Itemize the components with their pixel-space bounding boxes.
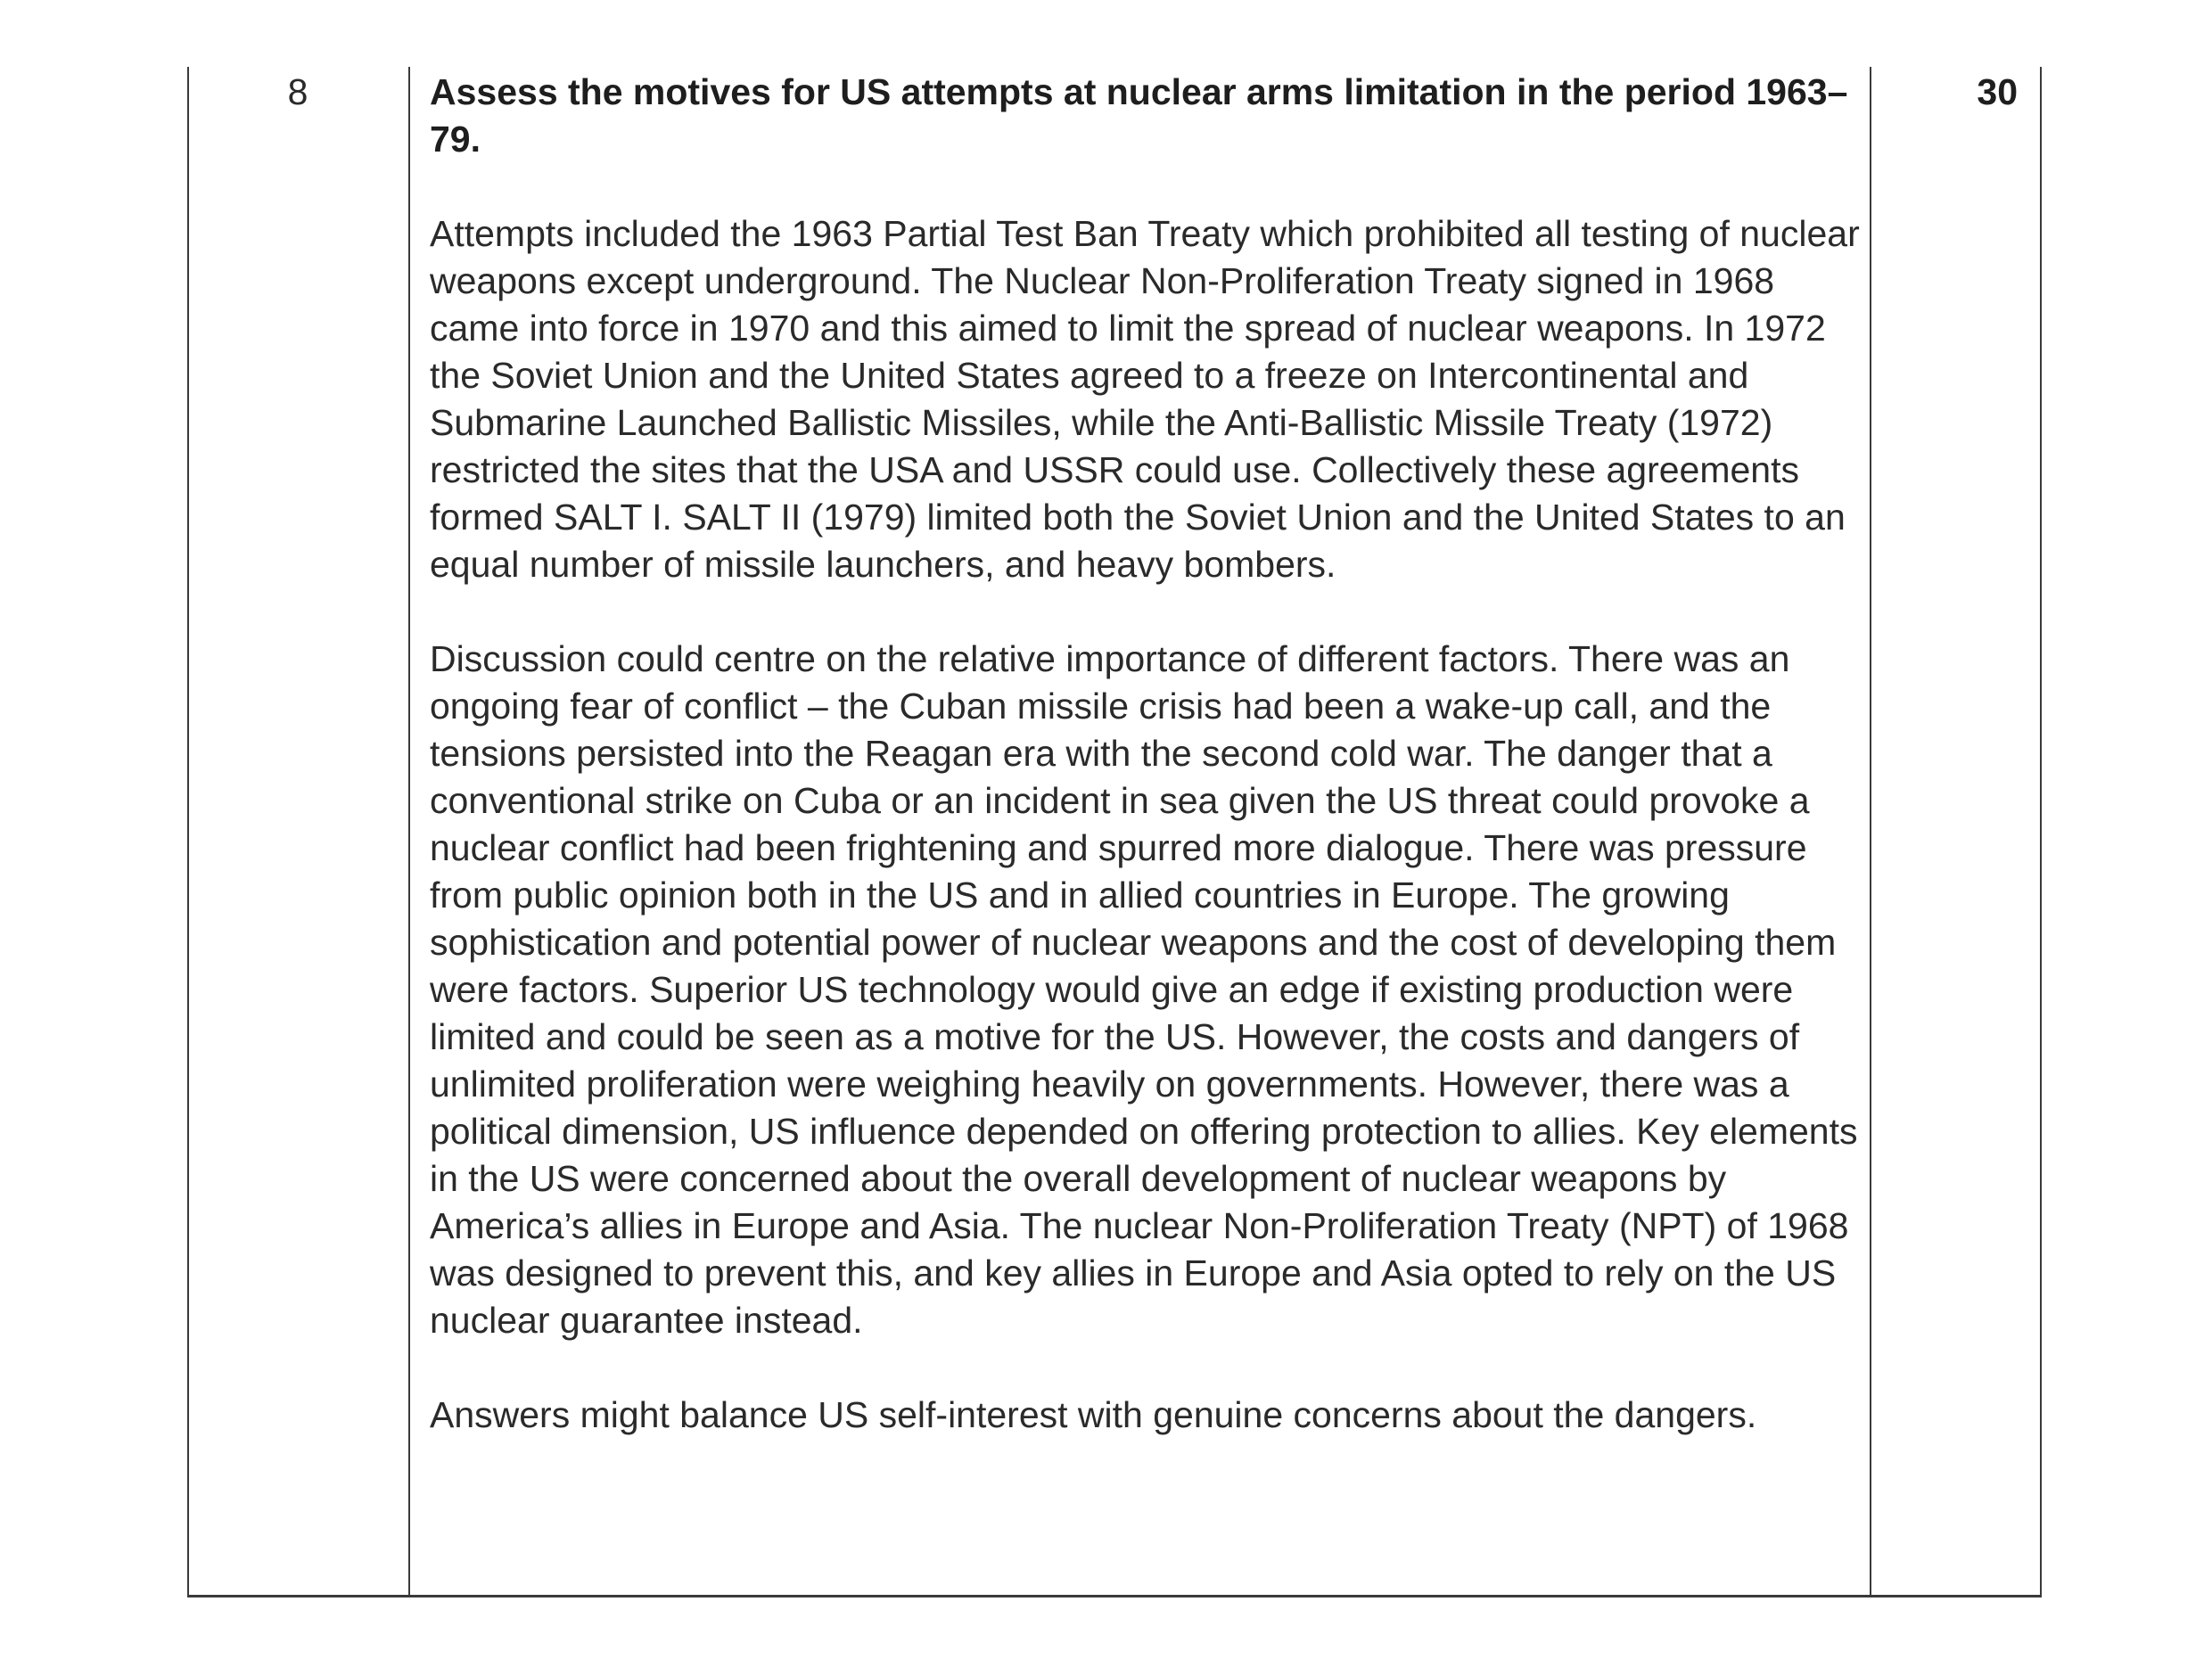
guidance-paragraph-2: Discussion could centre on the relative importance of different factors. There was an ongoing fear of conflict – the Cuban missile crisis had been a wake-up call, and the tensions persisted into the Reagan era with the second cold war. The danger that a conventional strike on Cuba or an incident in sea given the US threat could provoke a nuclear conflict had been frightening and spurred more dialogue. There was pressure from public opinion both in the US and in allied countries in Europe. The growing sophistication and potential power of nuclear weapons and the cost of developing them were factors. Superior US technology would give an edge if existing production were limited and could be seen as a motive for the US. However, the costs and dangers of unlimited proliferation were weighing heavily on governments. However, there was a political dimension, US influence depended on offering protection to allies. Key elements in the US were concerned about the overall development of nuclear weapons by America’s allies in Europe and Asia. The nuclear Non-Proliferation Treaty (NPT) of 1968 was designed to prevent this, and key allies in Europe and Asia opted to rely on the US nuclear guarantee instead. [430, 638, 1858, 1341]
table-border-left [187, 67, 189, 1597]
guidance-paragraph-3: Answers might balance US self-interest with genuine concerns about the dangers. [430, 1394, 1757, 1435]
table-border-right [2040, 67, 2042, 1597]
question-text: Assess the motives for US attempts at nuclear arms limitation in the period 1963–79. [430, 71, 1848, 160]
table-divider-number [408, 67, 410, 1597]
mark-scheme-table [187, 67, 2042, 1597]
marks-value: 30 [1977, 71, 2018, 112]
guidance-paragraph-1: Attempts included the 1963 Partial Test Ban Treaty which prohibited all testing of nuclear weapons except underground. The Nuclear Non-Proliferation Treaty signed in 1968 came into force in 1970 and this aimed to limit the spread of nuclear weapons. In 1972 the Soviet Union and the United States agreed to a freeze on Intercontinental and Submarine Launched Ballistic Missiles, while the Anti-Ballistic Missile Treaty (1972) restricted the sites that the USA and USSR could use. Collectively these agreements formed SALT I. SALT II (1979) limited both the Soviet Union and the United States to an equal number of missile launchers, and heavy bombers. [430, 213, 1860, 585]
answer-guidance-cell [430, 67, 1861, 1439]
table-divider-marks [1870, 67, 1871, 1597]
question-number: 8 [287, 71, 308, 112]
